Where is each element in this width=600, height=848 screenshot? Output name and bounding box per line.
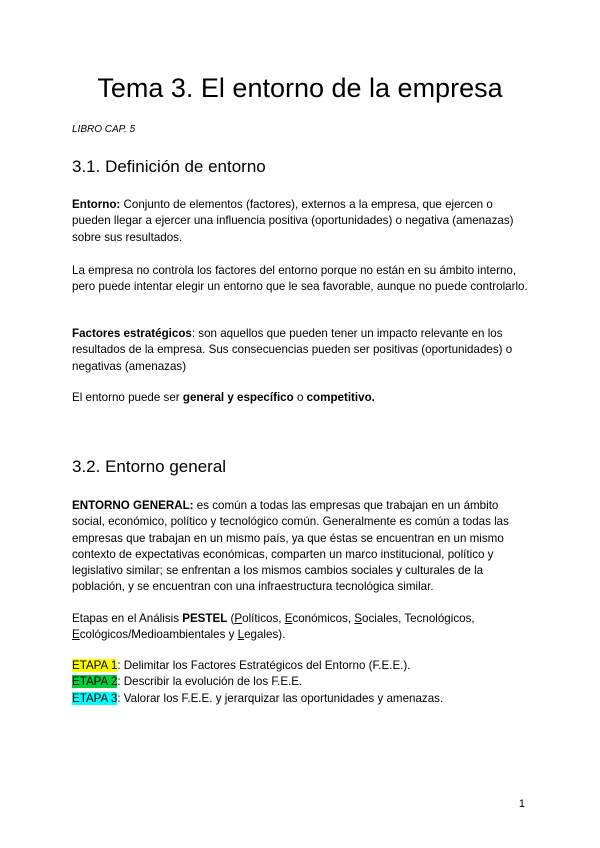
stage-2-label: ETAPA 2 [72,675,118,689]
stage-list [72,658,532,707]
term-entorno: Entorno: [72,198,121,211]
term-pestel: PESTEL [182,612,228,625]
text: cológicos/Medioambientales y [79,628,238,642]
term-competitivo: competitivo. [306,391,375,404]
paragraph-text: Conjunto de elementos (factores), externos a la empresa, que ejercen o pueden llegar a ejercer una influencia positiva (oportunidades) o negativa (amenazas) sobre sus resultados. [72,198,514,244]
letter-s: S [354,612,363,625]
text: El entorno puede ser [72,391,183,404]
page-number: 1 [518,798,525,810]
book-reference: LIBRO CAP. 5 [72,124,136,135]
section-heading-entorno-general: 3.2. Entorno general [72,457,227,476]
stage-3 [72,692,443,705]
letter-p: P [234,612,243,625]
letter-e2: E [72,628,80,642]
paragraph-entorno-definition [72,197,532,246]
paragraph-text: : son aquellos que pueden tener un impacto relevante en los resultados de la empresa. Sus consecuencias pueden ser positivas (oportunidades) o negativas (amenazas) [72,327,513,373]
text: Etapas en el Análisis [72,612,183,625]
stage-3-text: : Valorar los F.E.E. y jerarquizar las oportunidades y amenazas. [117,691,444,705]
paragraph-tipos-entorno [72,390,532,406]
letter-e: E [284,612,293,625]
stage-1-text: : Delimitar los Factores Estratégicos del Entorno (F.E.E.). [117,659,411,672]
term-entorno-general: ENTORNO GENERAL: [72,499,194,512]
paragraph-pestel [72,611,532,644]
stage-2 [72,675,302,688]
stage-2-text: : Describir la evolución de los F.E.E. [117,675,303,689]
paragraph-text: es común a todas las empresas que trabajan en un ámbito social, económico, político y tecnológico común. Generalmente es común a todas las empresas que trabajan en un mismo país, ya que éstas se encuentran en un mismo contexto de expectativas económicas, comparten un marco institucional, político y legislativo similar; se enfrentan a los mismos cambios sociales y culturales de la población, y se encuentran con una infraestructura tecnológica similar. [72,499,509,594]
text: olíticos, [242,612,285,625]
stage-1-label: ETAPA 1 [72,659,118,672]
stage-1 [72,659,411,672]
term-general-especifico: general y específico [182,391,294,404]
term-factores-estrategicos: Factores estratégicos [72,327,192,340]
letter-l: L [237,628,245,642]
paragraph-factores-estrategicos [72,326,532,375]
text: o [293,391,307,404]
text: egales). [244,628,286,642]
paragraph-control: La empresa no controla los factores del entorno porque no están en su ámbito interno, pero puede intentar elegir un entorno que le sea favorable, aunque no puede controlarlo. [72,264,528,294]
stage-3-label: ETAPA 3 [72,691,118,705]
text: conómicos, [292,612,355,625]
text: ( [227,612,235,625]
text: ociales, Tecnológicos, [362,612,475,625]
section-heading-definition: 3.1. Definición de entorno [72,157,266,176]
page-title: Tema 3. El entorno de la empresa [97,73,503,103]
paragraph-entorno-general [72,498,532,596]
